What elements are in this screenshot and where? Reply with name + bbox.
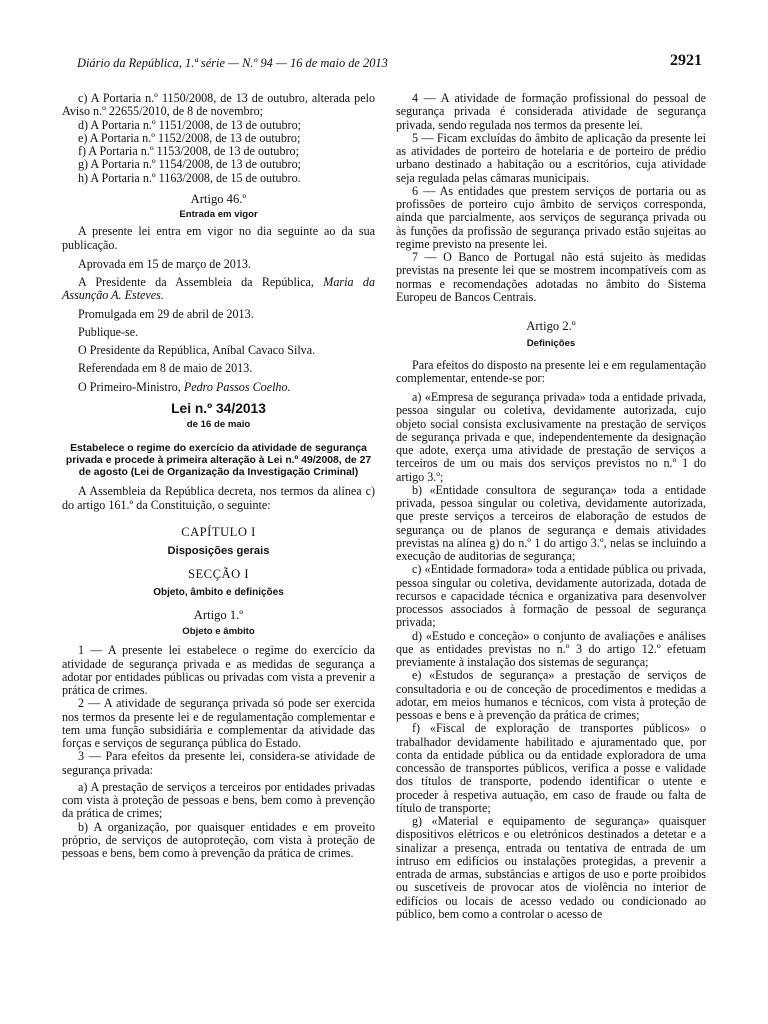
article-heading: Entrada em vigor [179, 209, 258, 220]
publication-line: Publique-se. [78, 324, 139, 339]
page-header [77, 52, 702, 74]
definition-item: c) «Entidade formadora» toda a entidade pública ou privada, pessoa singular ou coletiva, devidamente autorizada, dotada de recursos e capacidade técnica e organizativa para desenvolver processos associados à formação de pessoal de segurança privada; [396, 562, 706, 630]
article-title: Artigo 2.º [526, 319, 576, 333]
journal-title: Diário da República, 1.ª série — N.º 94 — 16 de maio de 2013 [77, 56, 388, 70]
signature-line: O Primeiro-Ministro, Pedro Passos Coelho. [78, 379, 291, 394]
list-item: c) A Portaria n.º 1150/2008, de 13 de outubro, alterada pelo Aviso n.º 22655/2010, de 8 de novembro; [62, 91, 375, 119]
right-column [396, 92, 706, 921]
page-number: 2921 [670, 52, 702, 69]
article-title: Artigo 46.º [190, 191, 247, 206]
article-text: A presente lei entra em vigor no dia seguinte ao da sua publicação. [62, 224, 375, 252]
decree-intro: A Assembleia da República decreta, nos termos da alínea c) do artigo 161.º da Constituição, o seguinte: [62, 484, 375, 512]
definition-item: g) «Material e equipamento de segurança» quaisquer dispositivos elétricos e ou eletrónicos destinados a detetar e a sinalizar a presença, entrada ou tentativa de entrada de um intruso em edifícios ou instalações protegidas, a prevenir a entrada de armas, substâncias e artigos de uso e porte proibidos ou suscetíveis de provocar atos de violência no interior de edifícios ou locais de acesso vedado ou condicionado ao público, bem como a controlar o acesso de [396, 814, 706, 921]
article-text: 7 — O Banco de Portugal não está sujeito às medidas previstas na presente lei que se mostrem incompatíveis com as normas e recomendações adotadas no âmbito do Sistema Europeu de Bancos Centrais. [396, 250, 706, 304]
left-column [62, 92, 375, 860]
list-item: d) A Portaria n.º 1151/2008, de 13 de outubro; [78, 117, 301, 132]
article-text: 3 — Para efeitos da presente lei, considera-se atividade de segurança privada: [62, 749, 375, 777]
section-title: SECÇÃO I [187, 567, 250, 582]
list-item: e) A Portaria n.º 1152/2008, de 13 de outubro; [78, 130, 301, 145]
approval-line: Aprovada em 15 de março de 2013. [78, 256, 251, 271]
chapter-title: CAPÍTULO I [181, 524, 256, 539]
definition-item: e) «Estudos de segurança» a prestação de serviços de consultadoria e ou de conceção de procedimentos e medidas a adotar, em meios humanos e técnicos, com vista à proteção de pessoas e bens e à prevenção da prática de crimes; [396, 668, 706, 722]
definition-item: b) «Entidade consultora de segurança» toda a entidade privada, pessoa singular ou coletiva, devidamente autorizada, que preste serviços a terceiros de elaboração de estudos de segurança ou de planos de segurança e demais atividades previstas na alínea g) do n.º 1 do artigo 3.º, nelas se incluindo a execução de auditorias de segurança; [396, 482, 706, 563]
definition-item: f) «Fiscal de exploração de transportes públicos» o trabalhador devidamente habilitado e ajuramentado que, por conta da entidade pública ou da entidade exploradora de uma concessão de transportes públicos, verifica a posse e validade dos títulos de transporte, podendo identificar o utente e proceder à respetiva autuação, em caso de fraude ou falta de título de transporte; [396, 721, 706, 815]
article-title: Artigo 1.º [193, 607, 244, 622]
promulgation-line: Promulgada em 29 de abril de 2013. [78, 306, 254, 321]
referendum-line: Referendada em 8 de maio de 2013. [78, 361, 253, 376]
article-heading: Definições [526, 338, 576, 350]
chapter-heading: Disposições gerais [167, 545, 270, 557]
list-item: a) A prestação de serviços a terceiros por entidades privadas com vista à proteção de pessoas e bens, bem como à prevenção da prática de crimes; [62, 779, 375, 821]
article-text: 5 — Ficam excluídas do âmbito de aplicação da presente lei as atividades de porteiro de hotelaria e de porteiro de prédio urbano destinado a habitação ou a escritórios, cuja atividade seja regulada pelas câmaras municipais. [396, 130, 706, 185]
list-item: g) A Portaria n.º 1154/2008, de 13 de outubro; [78, 157, 301, 172]
list-item: h) A Portaria n.º 1163/2008, de 15 de outubro. [78, 170, 301, 185]
law-summary: Estabelece o regime do exercício da atividade de segurança privada e procede à primeira alteração à Lei n.º 49/2008, de 27 de agosto (Lei de Organização da Investigação Criminal) [65, 443, 372, 479]
article-text: 6 — As entidades que prestem serviços de portaria ou as profissões de porteiro cujo âmbito de serviços corresponda, ainda que parcialmente, aos serviços de segurança privada ou às funções da profissão de segurança privado estão sujeitas ao regime previsto na presente lei. [396, 183, 706, 251]
definition-item: a) «Empresa de segurança privada» toda a entidade privada, pessoa singular ou coletiva, devidamente autorizada, cujo objeto social consista exclusivamente na prestação de serviços de segurança privada e que, independentemente da designação que adote, exerça uma atividade de prestação de serviços a terceiros de um ou mais dos serviços previstos no n.º 1 do artigo 3.º; [396, 390, 706, 484]
definition-item: d) «Estudo e conceção» o conjunto de avaliações e análises que as entidades previstas no n.º 3 do artigo 12.º efetuam previamente à instalação dos sistemas de segurança; [396, 628, 706, 669]
law-date: de 16 de maio [186, 419, 251, 430]
signature-line: O Presidente da República, Aníbal Cavaco Silva. [78, 343, 316, 357]
list-item: b) A organização, por quaisquer entidades e em proveito próprio, de serviços de autoproteção, com vista à proteção de pessoas e bens, bem como à prevenção da prática de crimes. [62, 819, 375, 860]
law-title: Lei n.º 34/2013 [171, 400, 266, 416]
article-text: 4 — A atividade de formação profissional do pessoal de segurança privada é considerada atividade de segurança privada, sendo regulada nos termos da presente lei. [396, 91, 706, 132]
article-heading: Objeto e âmbito [182, 626, 255, 637]
article-text: Para efeitos do disposto na presente lei e em regulamentação complementar, entende-se por: [396, 357, 706, 385]
signature-line: A Presidente da Assembleia da República, Maria da Assunção A. Esteves. [62, 275, 375, 303]
article-text: 1 — A presente lei estabelece o regime do exercício da atividade de segurança privada e as medidas de segurança a adotar por entidades públicas ou privadas com vista a prevenir a prática de crimes. [62, 643, 375, 697]
article-text: 2 — A atividade de segurança privada só pode ser exercida nos termos da presente lei e de regulamentação complementar e tem uma função subsidiária e complementar da atividade das forças e serviços de segurança pública do Estado. [62, 696, 375, 750]
section-heading: Objeto, âmbito e definições [153, 586, 284, 598]
list-item: f) A Portaria n.º 1153/2008, de 13 de outubro; [78, 144, 299, 158]
